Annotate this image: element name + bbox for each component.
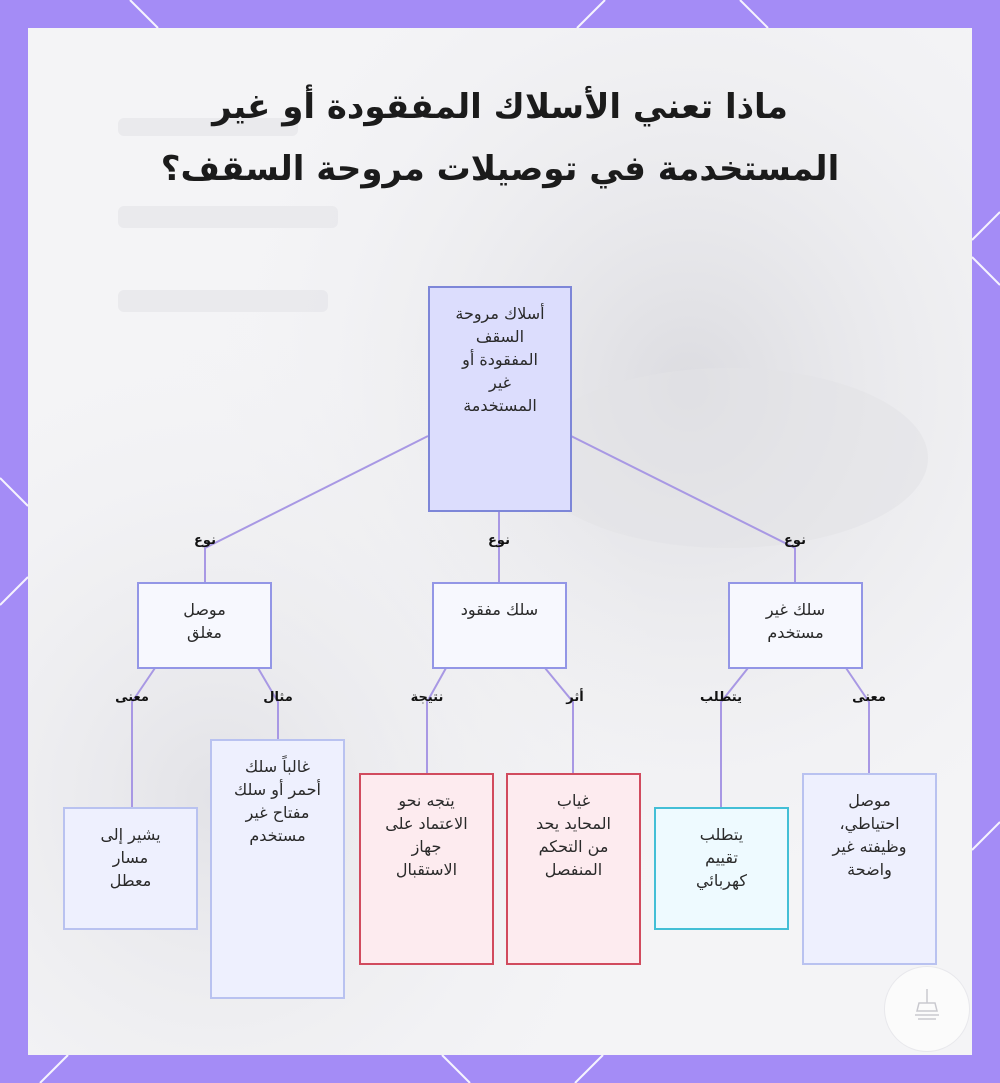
edge-unused-requires <box>721 668 748 807</box>
node-capped-connector: موصل مغلق <box>137 582 272 669</box>
node-capped-example: غالباً سلك أحمر أو سلك مفتاح غير مستخدم <box>210 739 345 999</box>
node-missing-wire: سلك مفقود <box>432 582 567 669</box>
node-missing-result: يتجه نحو الاعتماد على جهاز الاستقبال <box>359 773 494 965</box>
node-root: أسلاك مروحة السقف المفقودة أو غير المستخدمة <box>428 286 572 512</box>
edge-label-unused-meaning: معنى <box>852 690 886 705</box>
watermark-logo <box>884 966 970 1052</box>
logo-icon <box>885 967 969 1051</box>
edge-missing-effect <box>545 668 573 773</box>
edge-label-type-left: نوع <box>194 533 216 548</box>
edge-label-unused-requires: يتطلب <box>700 690 742 705</box>
node-capped-meaning: يشير إلى مسار معطل <box>63 807 198 930</box>
node-missing-effect: غياب المحايد يحد من التحكم المنفصل <box>506 773 641 965</box>
edge-label-capped-example: مثال <box>263 690 293 705</box>
page-title: ماذا تعني الأسلاك المفقودة أو غير المستخدمة في توصيلات مروحة السقف؟ <box>160 87 840 189</box>
node-unused-meaning: موصل احتياطي، وظيفته غير واضحة <box>802 773 937 965</box>
edge-unused-meaning <box>846 668 869 773</box>
node-unused-wire: سلك غير مستخدم <box>728 582 863 669</box>
edge-missing-result <box>427 668 446 773</box>
edge-label-missing-effect: أثر <box>566 690 584 705</box>
edge-root-capped <box>205 436 428 582</box>
edge-label-type-center: نوع <box>488 533 510 548</box>
edge-label-capped-meaning: معنى <box>115 690 149 705</box>
edge-label-missing-result: نتيجة <box>410 690 444 705</box>
edge-root-unused <box>571 436 795 582</box>
edge-label-type-right: نوع <box>784 533 806 548</box>
edge-capped-meaning <box>132 668 155 807</box>
node-unused-requires: يتطلب تقييم كهربائي <box>654 807 789 930</box>
